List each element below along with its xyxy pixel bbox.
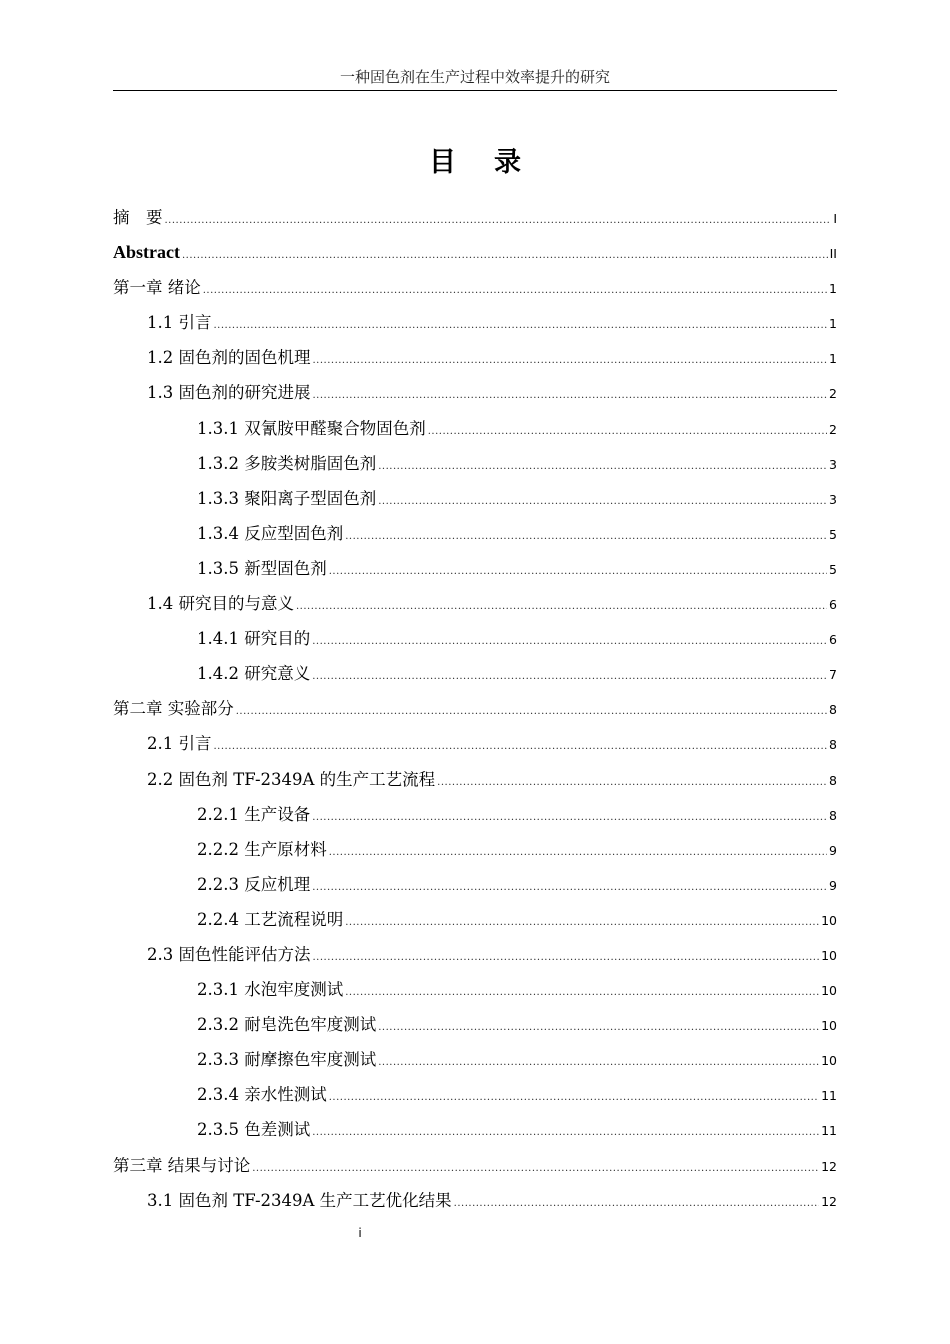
toc-entry-page: 5 [829,561,837,577]
toc-entry-page: II [829,246,837,262]
toc-entry[interactable] [113,1077,837,1112]
toc-entry-label: 3.1 固色剂 TF-2349A 生产工艺优化结果 [147,1190,452,1210]
toc-entry[interactable] [113,867,837,902]
toc-entry-label: 1.4.1 研究目的 [197,629,311,649]
toc-entry-page: 12 [821,1193,837,1209]
toc-entry-page: 9 [829,877,837,893]
toc-entry-label: 2.3.1 水泡牢度测试 [197,980,344,1000]
toc-dot-leader [345,905,819,940]
toc-entry-label: 2.3.2 耐皂洗色牢度测试 [197,1015,377,1035]
toc-dot-leader [313,378,828,413]
toc-dot-leader [214,308,828,343]
toc-entry-label: 2.2.1 生产设备 [197,804,311,824]
toc-entry[interactable] [113,411,837,446]
toc-entry-page: 1 [829,281,837,297]
toc-entry[interactable] [113,972,837,1007]
toc-dot-leader [165,203,832,238]
toc-entry[interactable] [113,1112,837,1147]
toc-dot-leader [329,1080,819,1115]
toc-entry[interactable] [113,586,837,621]
toc-entry-label: 第一章 绪论 [113,278,201,298]
toc-entry[interactable] [113,621,837,656]
toc-entry[interactable] [113,726,837,761]
toc-entry-page: 8 [829,807,837,823]
toc-entry-page: 7 [829,667,837,683]
toc-dot-leader [312,800,827,835]
toc-entry-label: 1.3.2 多胺类树脂固色剂 [197,453,377,473]
toc-entry[interactable] [113,270,837,305]
toc-entry-page: 9 [829,842,837,858]
toc-entry-page: 11 [821,1088,837,1104]
toc-entry-page: 10 [821,983,837,999]
toc-dot-leader [182,238,828,273]
toc-entry-label: 2.3.4 亲水性测试 [197,1085,327,1105]
toc-dot-leader [312,1115,819,1150]
toc-entry[interactable] [113,1042,837,1077]
toc-dot-leader [203,273,827,308]
toc-dot-leader [428,414,827,449]
toc-entry-label: 第三章 结果与讨论 [113,1155,251,1175]
toc-dot-leader [312,624,827,659]
toc-entry[interactable] [113,937,837,972]
toc-dot-leader [345,519,827,554]
toc-dot-leader [378,1010,819,1045]
toc-entry[interactable] [113,762,837,797]
toc-dot-leader [378,449,827,484]
toc-entry[interactable] [113,305,837,340]
toc-dot-leader [252,1151,819,1186]
toc-entry-label: 1.4 研究目的与意义 [147,594,294,614]
toc-dot-leader [312,659,827,694]
toc-title: 目录 [429,147,559,178]
toc-entry-page: I [833,211,837,226]
toc-entry[interactable] [113,235,837,270]
toc-entry-label: 2.2 固色剂 TF-2349A 的生产工艺流程 [147,769,436,789]
toc-entry-page: 1 [829,351,837,367]
toc-entry-label: 2.1 引言 [147,734,212,754]
toc-entry-label: 第二章 实验部分 [113,699,234,719]
toc-entry-label: 1.4.2 研究意义 [197,664,311,684]
toc-entry-label: 1.3 固色剂的研究进展 [147,383,311,403]
toc-dot-leader [329,554,827,589]
toc-entry[interactable] [113,516,837,551]
toc-entry[interactable] [113,1148,837,1183]
toc-entry-page: 2 [829,386,837,402]
toc-entry-page: 10 [821,1018,837,1034]
toc-entry-page: 6 [829,597,837,613]
toc-entry-page: 8 [829,772,837,788]
toc-entry[interactable] [113,656,837,691]
toc-entry[interactable] [113,200,837,235]
toc-entry-page: 6 [829,632,837,648]
toc-entry-label: 摘 要 [113,208,163,227]
toc-dot-leader [454,1186,819,1221]
toc-dot-leader [378,484,827,519]
toc-entry[interactable] [113,551,837,586]
toc-dot-leader [437,765,827,800]
toc-entry[interactable] [113,797,837,832]
toc-entry[interactable] [113,1183,837,1218]
toc-entry-page: 10 [821,1053,837,1069]
toc-entry-label: 1.1 引言 [147,313,212,333]
toc-entry-label: 2.2.2 生产原材料 [197,839,327,859]
toc-dot-leader [236,694,827,729]
toc-entry-label: 2.3.3 耐摩擦色牢度测试 [197,1050,377,1070]
toc-entry-page: 10 [821,912,837,928]
toc-entry-page: 5 [829,526,837,542]
toc-dot-leader [313,940,820,975]
toc-entry[interactable] [113,691,837,726]
toc-entry-page: 12 [821,1158,837,1174]
toc-entry-page: 8 [829,737,837,753]
toc-entry-label: 1.3.1 双氰胺甲醛聚合物固色剂 [197,418,426,438]
toc-entry-label: 1.3.3 聚阳离子型固色剂 [197,488,377,508]
toc-entry-page: 11 [821,1123,837,1139]
toc-entry-label: 1.3.4 反应型固色剂 [197,523,344,543]
toc-entry[interactable] [113,340,837,375]
toc-dot-leader [214,729,828,764]
toc-dot-leader [312,870,827,905]
toc-entry-label: 1.2 固色剂的固色机理 [147,348,311,368]
toc-entry[interactable] [113,375,837,410]
page-header: 一种固色剂在生产过程中效率提升的研究 [113,66,837,91]
toc-entry-label: 1.3.5 新型固色剂 [197,558,327,578]
toc-entry-page: 10 [821,947,837,963]
table-of-contents [113,200,837,1218]
toc-entry[interactable] [113,446,837,481]
toc-dot-leader [345,975,819,1010]
toc-dot-leader [296,589,827,624]
toc-dot-leader [329,835,827,870]
toc-entry-page: 1 [829,316,837,332]
toc-entry[interactable] [113,832,837,867]
toc-dot-leader [378,1045,819,1080]
page-number: i [358,1226,362,1240]
toc-entry-page: 3 [829,491,837,507]
toc-entry-label: 2.2.3 反应机理 [197,874,311,894]
toc-entry[interactable] [113,481,837,516]
toc-entry-label: 2.3.5 色差测试 [197,1120,311,1140]
toc-entry-page: 2 [829,421,837,437]
toc-entry-label: Abstract [113,242,180,263]
toc-entry-label: 2.2.4 工艺流程说明 [197,909,344,929]
toc-entry[interactable] [113,1007,837,1042]
toc-entry-page: 8 [829,702,837,718]
toc-dot-leader [313,343,828,378]
toc-entry[interactable] [113,902,837,937]
toc-entry-page: 3 [829,456,837,472]
toc-entry-label: 2.3 固色性能评估方法 [147,944,311,964]
